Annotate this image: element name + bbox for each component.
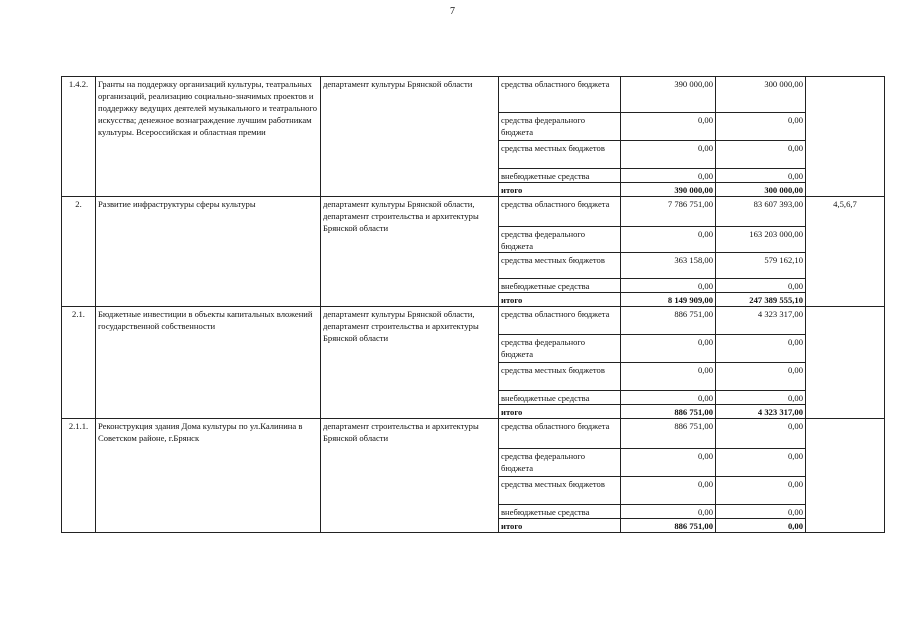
funding-source: средства местных бюджетов: [499, 141, 621, 169]
amount-year-1: 0,00: [621, 141, 716, 169]
amount-year-1: 0,00: [621, 449, 716, 477]
amount-year-2: 0,00: [716, 477, 806, 505]
funding-source: средства областного бюджета: [499, 419, 621, 449]
amount-year-2: 0,00: [716, 279, 806, 293]
budget-table: [61, 76, 885, 533]
indicator-numbers: [806, 77, 885, 197]
funding-source: итого: [499, 519, 621, 533]
amount-year-2: 0,00: [716, 363, 806, 391]
funding-source: средства областного бюджета: [499, 197, 621, 227]
funding-source: средства федерального бюджета: [499, 227, 621, 253]
amount-year-2: 0,00: [716, 505, 806, 519]
amount-year-2: 0,00: [716, 113, 806, 141]
amount-year-2: 300 000,00: [716, 77, 806, 113]
executor: департамент культуры Брянской области, департамент строительства и архитектуры Брянской области: [321, 197, 499, 307]
funding-source: средства федерального бюджета: [499, 113, 621, 141]
funding-source: внебюджетные средства: [499, 505, 621, 519]
funding-source: итого: [499, 183, 621, 197]
funding-source: внебюджетные средства: [499, 279, 621, 293]
amount-year-2: 4 323 317,00: [716, 307, 806, 335]
amount-year-1: 0,00: [621, 391, 716, 405]
amount-year-2: 0,00: [716, 335, 806, 363]
amount-year-1: 886 751,00: [621, 307, 716, 335]
table-row: [62, 419, 885, 449]
amount-year-1: 8 149 909,00: [621, 293, 716, 307]
activity-name: Реконструкция здания Дома культуры по ул.Калинина в Советском районе, г.Брянск: [96, 419, 321, 533]
funding-source: средства федерального бюджета: [499, 335, 621, 363]
amount-year-2: 83 607 393,00: [716, 197, 806, 227]
amount-year-1: 886 751,00: [621, 419, 716, 449]
amount-year-2: 0,00: [716, 449, 806, 477]
amount-year-1: 886 751,00: [621, 519, 716, 533]
funding-source: средства местных бюджетов: [499, 363, 621, 391]
amount-year-2: 0,00: [716, 141, 806, 169]
funding-source: внебюджетные средства: [499, 169, 621, 183]
funding-source: средства местных бюджетов: [499, 253, 621, 279]
indicator-numbers: [806, 419, 885, 533]
amount-year-1: 390 000,00: [621, 77, 716, 113]
table-row: [62, 197, 885, 227]
amount-year-1: 390 000,00: [621, 183, 716, 197]
executor: департамент культуры Брянской области, департамент строительства и архитектуры Брянской области: [321, 307, 499, 419]
amount-year-1: 0,00: [621, 113, 716, 141]
funding-source: средства областного бюджета: [499, 307, 621, 335]
funding-source: средства федерального бюджета: [499, 449, 621, 477]
funding-source: итого: [499, 293, 621, 307]
amount-year-1: 0,00: [621, 477, 716, 505]
indicator-numbers: [806, 307, 885, 419]
amount-year-2: 163 203 000,00: [716, 227, 806, 253]
funding-source: итого: [499, 405, 621, 419]
amount-year-1: 363 158,00: [621, 253, 716, 279]
funding-source: средства местных бюджетов: [499, 477, 621, 505]
amount-year-1: 0,00: [621, 335, 716, 363]
row-number: 2.1.: [62, 307, 96, 419]
amount-year-1: 0,00: [621, 505, 716, 519]
table-row: [62, 307, 885, 335]
row-number: 1.4.2.: [62, 77, 96, 197]
activity-name: Бюджетные инвестиции в объекты капитальных вложений государственной собственности: [96, 307, 321, 419]
amount-year-1: 886 751,00: [621, 405, 716, 419]
amount-year-1: 0,00: [621, 279, 716, 293]
activity-name: Развитие инфраструктуры сферы культуры: [96, 197, 321, 307]
activity-name: Гранты на поддержку организаций культуры, театральных организаций, реализацию социально-значимых проектов и поддержку ведущих деятелей музыкального и театрального искусства; денежное вознаграждение лучшим работникам культуры. Всероссийская и областная премии: [96, 77, 321, 197]
amount-year-1: 0,00: [621, 363, 716, 391]
amount-year-1: 0,00: [621, 227, 716, 253]
executor: департамент строительства и архитектуры Брянской области: [321, 419, 499, 533]
row-number: 2.: [62, 197, 96, 307]
amount-year-1: 7 786 751,00: [621, 197, 716, 227]
amount-year-2: 4 323 317,00: [716, 405, 806, 419]
indicator-numbers: 4,5,6,7: [806, 197, 885, 307]
table-body: [62, 77, 885, 533]
page-number: 7: [450, 6, 455, 17]
executor: департамент культуры Брянской области: [321, 77, 499, 197]
table-row: [62, 77, 885, 113]
funding-source: внебюджетные средства: [499, 391, 621, 405]
amount-year-2: 0,00: [716, 391, 806, 405]
amount-year-1: 0,00: [621, 169, 716, 183]
amount-year-2: 0,00: [716, 419, 806, 449]
amount-year-2: 0,00: [716, 169, 806, 183]
row-number: 2.1.1.: [62, 419, 96, 533]
amount-year-2: 300 000,00: [716, 183, 806, 197]
amount-year-2: 247 389 555,10: [716, 293, 806, 307]
amount-year-2: 579 162,10: [716, 253, 806, 279]
funding-source: средства областного бюджета: [499, 77, 621, 113]
amount-year-2: 0,00: [716, 519, 806, 533]
